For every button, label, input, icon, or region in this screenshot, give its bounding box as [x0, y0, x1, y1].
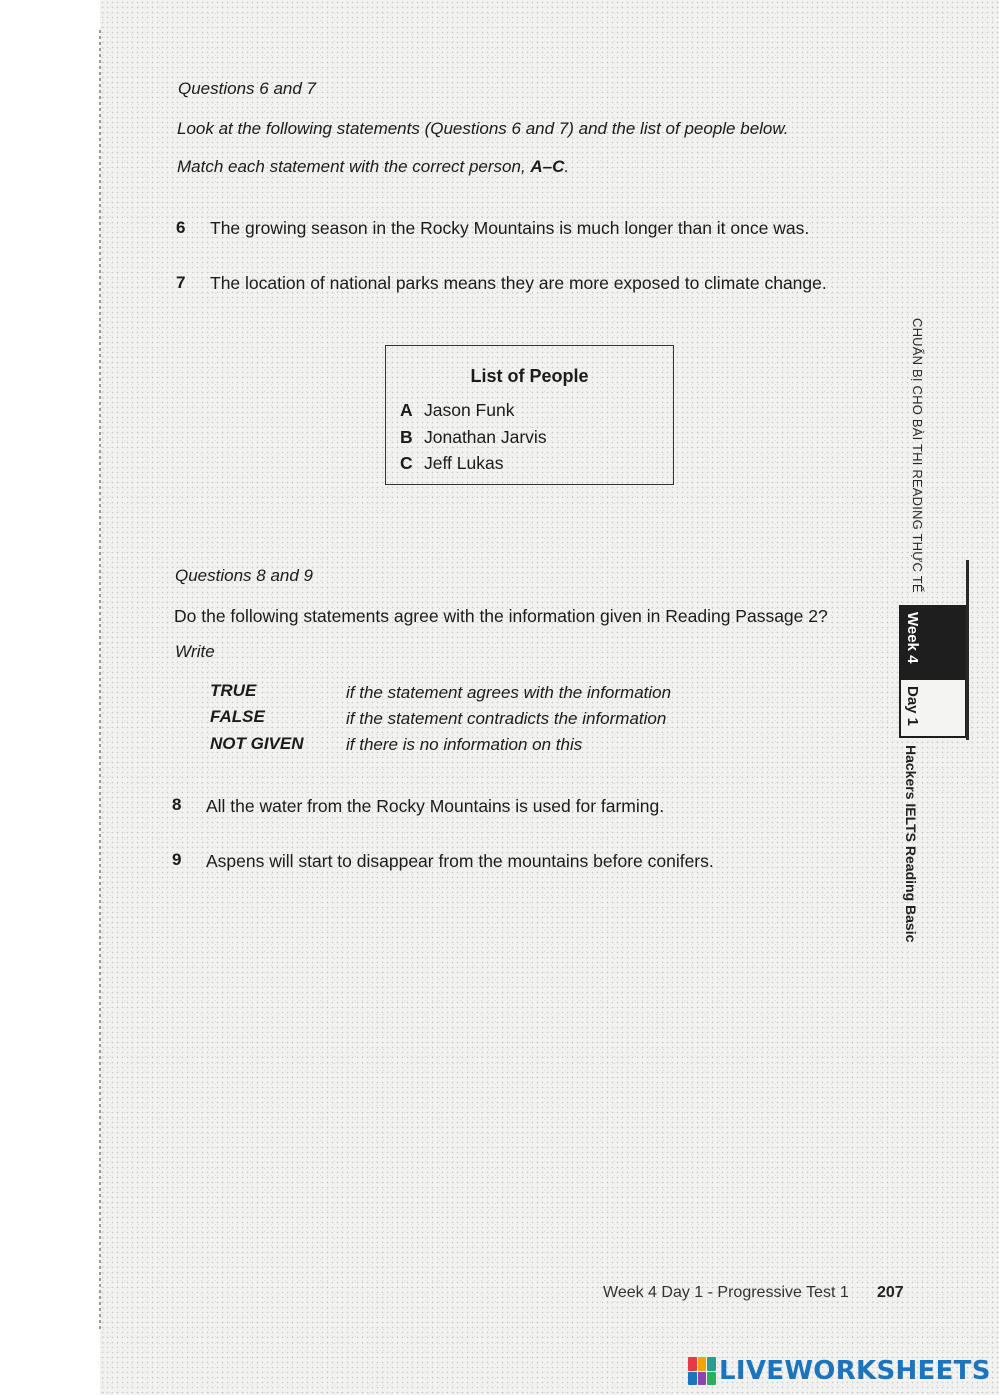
list-of-people-box	[385, 345, 674, 485]
side-section-title: CHUẨN BỊ CHO BÀI THI READING THỰC TẾ	[910, 318, 925, 593]
key-false-term: FALSE	[210, 707, 265, 726]
liveworksheets-logo-icon	[688, 1357, 716, 1385]
key-true-desc: if the statement agrees with the information	[346, 683, 672, 702]
question-7-text: The location of national parks means they are more exposed to climate change.	[210, 273, 827, 293]
person-c	[400, 453, 503, 474]
week-tab-label: Week 4	[904, 612, 921, 664]
key-true-term: TRUE	[210, 681, 257, 700]
page-number: 207	[877, 1284, 904, 1301]
page-edge-mark	[966, 560, 969, 740]
logo-tile	[688, 1372, 697, 1386]
person-b	[400, 427, 547, 448]
question-9-number: 9	[172, 850, 182, 869]
question-7-number: 7	[176, 273, 186, 292]
logo-tile	[707, 1357, 716, 1371]
instruction-match-text: Match each statement with the correct person,	[177, 157, 531, 176]
binding-line	[99, 30, 101, 1330]
list-of-people-title: List of People	[470, 366, 589, 386]
instruction-match-range: A–C	[530, 157, 565, 176]
instruction-match-end: .	[564, 157, 570, 176]
questions-6-7-title: Questions 6 and 7	[178, 79, 316, 98]
footer-test-label: Week 4 Day 1 - Progressive Test 1	[603, 1284, 849, 1301]
key-not-given-term: NOT GIVEN	[210, 734, 304, 753]
person-c-name: Jeff Lukas	[424, 453, 504, 473]
question-8-number: 8	[172, 795, 182, 814]
book-title: Hackers IELTS Reading Basic	[903, 745, 919, 943]
liveworksheets-watermark	[688, 1355, 991, 1387]
key-not-given-desc: if there is no information on this	[346, 735, 583, 754]
write-label: Write	[175, 642, 215, 661]
question-6-text: The growing season in the Rocky Mountains is much longer than it once was.	[210, 218, 810, 238]
person-b-letter: B	[400, 427, 413, 447]
questions-8-9-title: Questions 8 and 9	[175, 566, 313, 585]
person-a	[400, 400, 514, 421]
logo-tile	[698, 1357, 707, 1371]
instruction-look: Look at the following statements (Questions 6 and 7) and the list of people below.	[177, 119, 789, 138]
instruction-agree: Do the following statements agree with the information given in Reading Passage 2?	[174, 606, 828, 626]
question-6-number: 6	[176, 218, 186, 237]
instruction-match	[177, 157, 569, 177]
logo-tile	[707, 1372, 716, 1386]
day-tab-label: Day 1	[904, 686, 921, 727]
logo-tile	[688, 1357, 697, 1371]
person-a-letter: A	[400, 400, 413, 420]
key-false-desc: if the statement contradicts the information	[346, 709, 667, 728]
person-b-name: Jonathan Jarvis	[424, 427, 547, 447]
person-a-name: Jason Funk	[424, 400, 515, 420]
person-c-letter: C	[400, 453, 413, 473]
liveworksheets-wordmark: LIVEWORKSHEETS	[719, 1356, 991, 1386]
question-9-text: Aspens will start to disappear from the mountains before conifers.	[206, 851, 714, 871]
scan-margin	[0, 0, 100, 1395]
question-8-text: All the water from the Rocky Mountains is used for farming.	[206, 796, 665, 816]
logo-tile	[698, 1372, 707, 1386]
